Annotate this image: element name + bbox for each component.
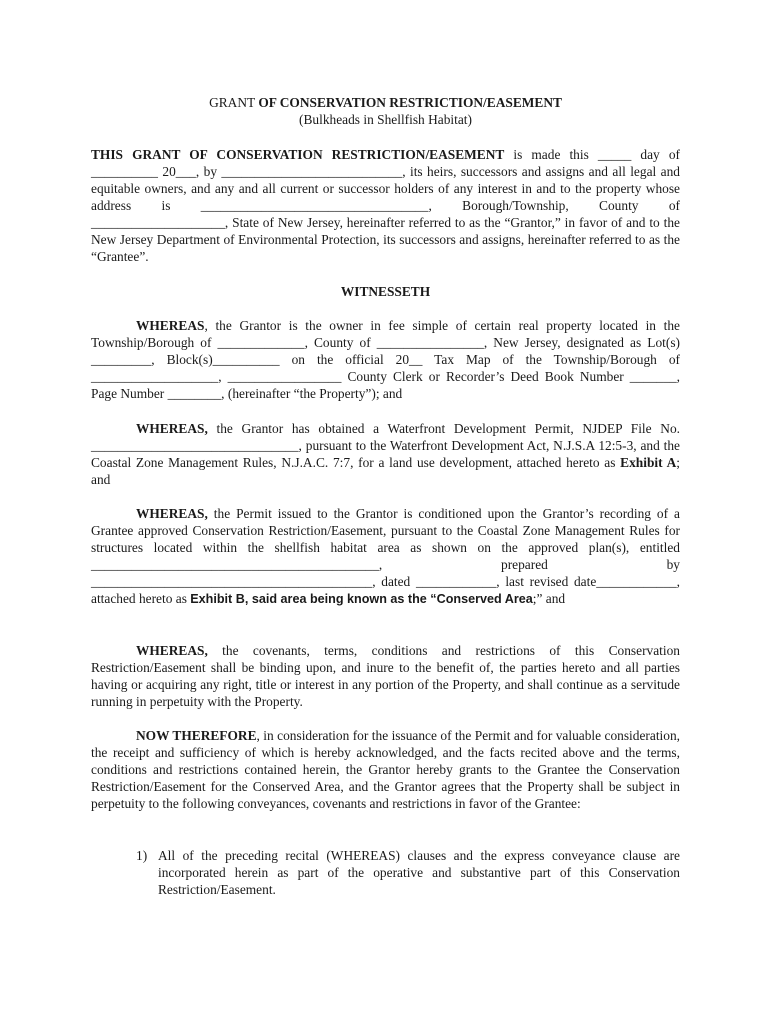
p3-exhibit: Exhibit B, said area being known as the “Conserved Area xyxy=(190,592,533,606)
intro-lead: THIS GRANT OF CONSERVATION RESTRICTION/EASEMENT xyxy=(91,147,505,162)
p4-lead: WHEREAS, xyxy=(136,643,208,658)
p3-text-b: ;” and xyxy=(532,591,566,606)
p1-lead: WHEREAS xyxy=(136,318,205,333)
p4-text: the covenants, terms, conditions and restrictions of this Conservation Restriction/Easement shall be binding upon, and inure to the benefit of, the parties hereto and all parties having or acquiring any right, title or interest in any portion of the Property, and shall continue as a servitude running in perpetuity with the Property. xyxy=(91,643,680,709)
intro-text: is made this _____ day of __________ 20___, by ___________________________, its heirs, successors and assigns and all legal and equitable owners, and any and all current or successor holders of any interest in and to the property whose address is __________________________________, Borough/Township, County of ____________________, State of New Jersey, hereinafter referred to as the “Grantor,” in favor of and to the New Jersey Department of Environmental Protection, its successors and assigns, hereinafter referred to as the “Grantee”. xyxy=(91,147,680,264)
p2-lead: WHEREAS, xyxy=(136,421,208,436)
whereas-paragraph-2 xyxy=(91,420,680,488)
list-number: 1) xyxy=(136,848,148,863)
title-grant-word: GRANT xyxy=(209,95,255,110)
p2-text-b: ; and xyxy=(91,455,680,487)
list-item-text: All of the preceding recital (WHEREAS) clauses and the express conveyance clause are incorporated herein as part of the operative and substantive part of this Conservation Restriction/Easement. xyxy=(158,848,680,897)
whereas-paragraph-1 xyxy=(91,317,680,402)
p2-exhibit: Exhibit A xyxy=(620,455,677,470)
numbered-list-item xyxy=(136,847,680,898)
p2-text-a: the Grantor has obtained a Waterfront Development Permit, NJDEP File No. _______________________________, pursuant to the Waterfront Development Act, N.J.S.A 12:5-3, and the Coastal Zone Management Rules, N.J.A.C. 7:7, for a land use development, attached hereto as xyxy=(91,421,680,470)
title-bold: OF CONSERVATION RESTRICTION/EASEMENT xyxy=(258,95,562,110)
p3-text-a: the Permit issued to the Grantor is conditioned upon the Grantor’s recording of a Grantee approved Conservation Restriction/Easement, pursuant to the Coastal Zone Management Rules for structures located within the shellfish habitat area as shown on the approved plan(s), entitled ___________________________________________, prepared by __________________________________________, dated ____________, last revised date____________, attached hereto as xyxy=(91,506,680,606)
intro-paragraph xyxy=(91,146,680,265)
whereas-paragraph-4 xyxy=(91,642,680,710)
document-title xyxy=(91,94,680,111)
whereas-paragraph-3 xyxy=(91,505,680,608)
witnesseth-heading: WITNESSETH xyxy=(340,284,431,299)
p5-text: , in consideration for the issuance of the Permit and for valuable consideration, the receipt and sufficiency of which is hereby acknowledged, and the facts recited above and the terms, conditions and restrictions contained herein, the Grantor hereby grants to the Grantee the Conservation Restriction/Easement for the Conserved Area, and the Grantor agrees that the Property shall be subject in perpetuity to the following conveyances, covenants and restrictions in favor of the Grantee: xyxy=(91,728,681,811)
p1-text: , the Grantor is the owner in fee simple of certain real property located in the Township/Borough of _____________, County of ________________, New Jersey, designated as Lot(s) _________, Block(s)__________ on the official 20__ Tax Map of the Township/Borough of ___________________, _________________ County Clerk or Recorder’s Deed Book Number _______, Page Number ________, (hereinafter “the Property”); and xyxy=(91,318,680,401)
p5-lead: NOW THEREFORE xyxy=(136,728,257,743)
p3-lead: WHEREAS, xyxy=(136,506,208,521)
now-therefore-paragraph xyxy=(91,727,680,812)
document-subtitle: (Bulkheads in Shellfish Habitat) xyxy=(299,112,472,127)
